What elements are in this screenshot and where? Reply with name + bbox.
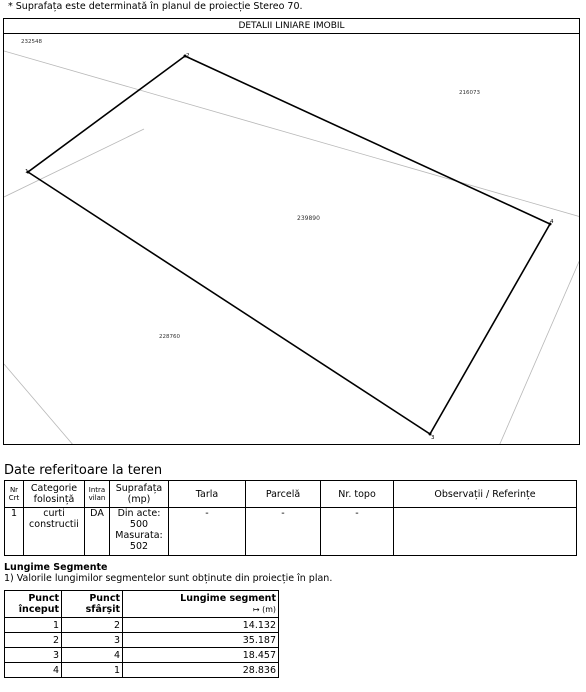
masurata-value: 502 xyxy=(129,541,149,552)
cell-categorie: curti constructii xyxy=(24,508,85,556)
masurata-label: Masurata: xyxy=(115,530,163,541)
segments-title: Lungime Segmente xyxy=(4,562,108,573)
cell-tarla: - xyxy=(169,508,246,556)
header-start: Punct început xyxy=(5,591,62,618)
header-nr-topo: Nr. topo xyxy=(321,481,394,508)
plan-svg xyxy=(4,34,580,445)
table-row xyxy=(5,633,279,648)
header-end: Punct sfârșit xyxy=(62,591,123,618)
header-categorie: Categorie folosință xyxy=(24,481,85,508)
cell-observatii xyxy=(394,508,577,556)
table-row xyxy=(5,508,577,556)
din-acte-value: 500 xyxy=(129,519,149,530)
header-length xyxy=(123,591,279,618)
vertex-label-4: 3 xyxy=(431,435,435,441)
cell-suprafata xyxy=(110,508,169,556)
land-data-table xyxy=(4,480,577,556)
segments-header-row xyxy=(5,591,279,618)
cell-nr-topo: - xyxy=(321,508,394,556)
segment-length: 28.836 xyxy=(123,663,279,678)
vertex-label-2: 2 xyxy=(186,53,190,59)
segment-start: 2 xyxy=(5,633,62,648)
neighbor-boundary xyxy=(4,364,74,445)
segments-heading xyxy=(4,562,332,584)
neighbor-boundary xyxy=(4,129,144,197)
table-header-row xyxy=(5,481,577,508)
plan-title: DETALII LINIARE IMOBIL xyxy=(4,19,579,34)
parcel-id-top-left: 232548 xyxy=(21,39,42,45)
segment-length: 18.457 xyxy=(123,648,279,663)
header-tarla: Tarla xyxy=(169,481,246,508)
parcel-id-main: 239890 xyxy=(297,215,320,222)
table-row xyxy=(5,618,279,633)
vertex-label-1: 1 xyxy=(25,169,29,175)
header-length-label: Lungime segment xyxy=(180,593,276,604)
plan-drawing xyxy=(3,18,580,445)
segment-start: 3 xyxy=(5,648,62,663)
neighbor-boundary xyxy=(499,257,580,445)
segment-length: 35.187 xyxy=(123,633,279,648)
segment-end: 1 xyxy=(62,663,123,678)
parcel-id-bottom-left: 228760 xyxy=(159,334,180,340)
table-row xyxy=(5,663,279,678)
header-length-unit: ↦ (m) xyxy=(252,605,276,614)
segment-start: 1 xyxy=(5,618,62,633)
segment-end: 2 xyxy=(62,618,123,633)
header-nr: Nr Crt xyxy=(5,481,24,508)
segment-end: 3 xyxy=(62,633,123,648)
header-intravilan: Intra vilan xyxy=(85,481,110,508)
din-acte-label: Din acte: xyxy=(117,508,161,519)
segments-subtitle: 1) Valorile lungimilor segmentelor sunt obținute din proiecție în plan. xyxy=(4,573,333,584)
vertex-label-3: 4 xyxy=(550,219,554,225)
section-title: Date referitoare la teren xyxy=(4,463,163,478)
parcel-outline xyxy=(28,56,550,434)
segment-length: 14.132 xyxy=(123,618,279,633)
header-parcela: Parcelă xyxy=(246,481,321,508)
projection-note: * Suprafața este determinată în planul de proiecție Stereo 70. xyxy=(8,1,303,12)
segment-start: 4 xyxy=(5,663,62,678)
neighbor-boundary xyxy=(4,51,580,217)
cell-intravilan: DA xyxy=(85,508,110,556)
cell-nr: 1 xyxy=(5,508,24,556)
table-row xyxy=(5,648,279,663)
cell-parcela: - xyxy=(246,508,321,556)
header-suprafata: Suprafața (mp) xyxy=(110,481,169,508)
segment-end: 4 xyxy=(62,648,123,663)
parcel-id-top-right: 216073 xyxy=(459,90,480,96)
segments-table xyxy=(4,590,279,678)
header-observatii: Observații / Referințe xyxy=(394,481,577,508)
